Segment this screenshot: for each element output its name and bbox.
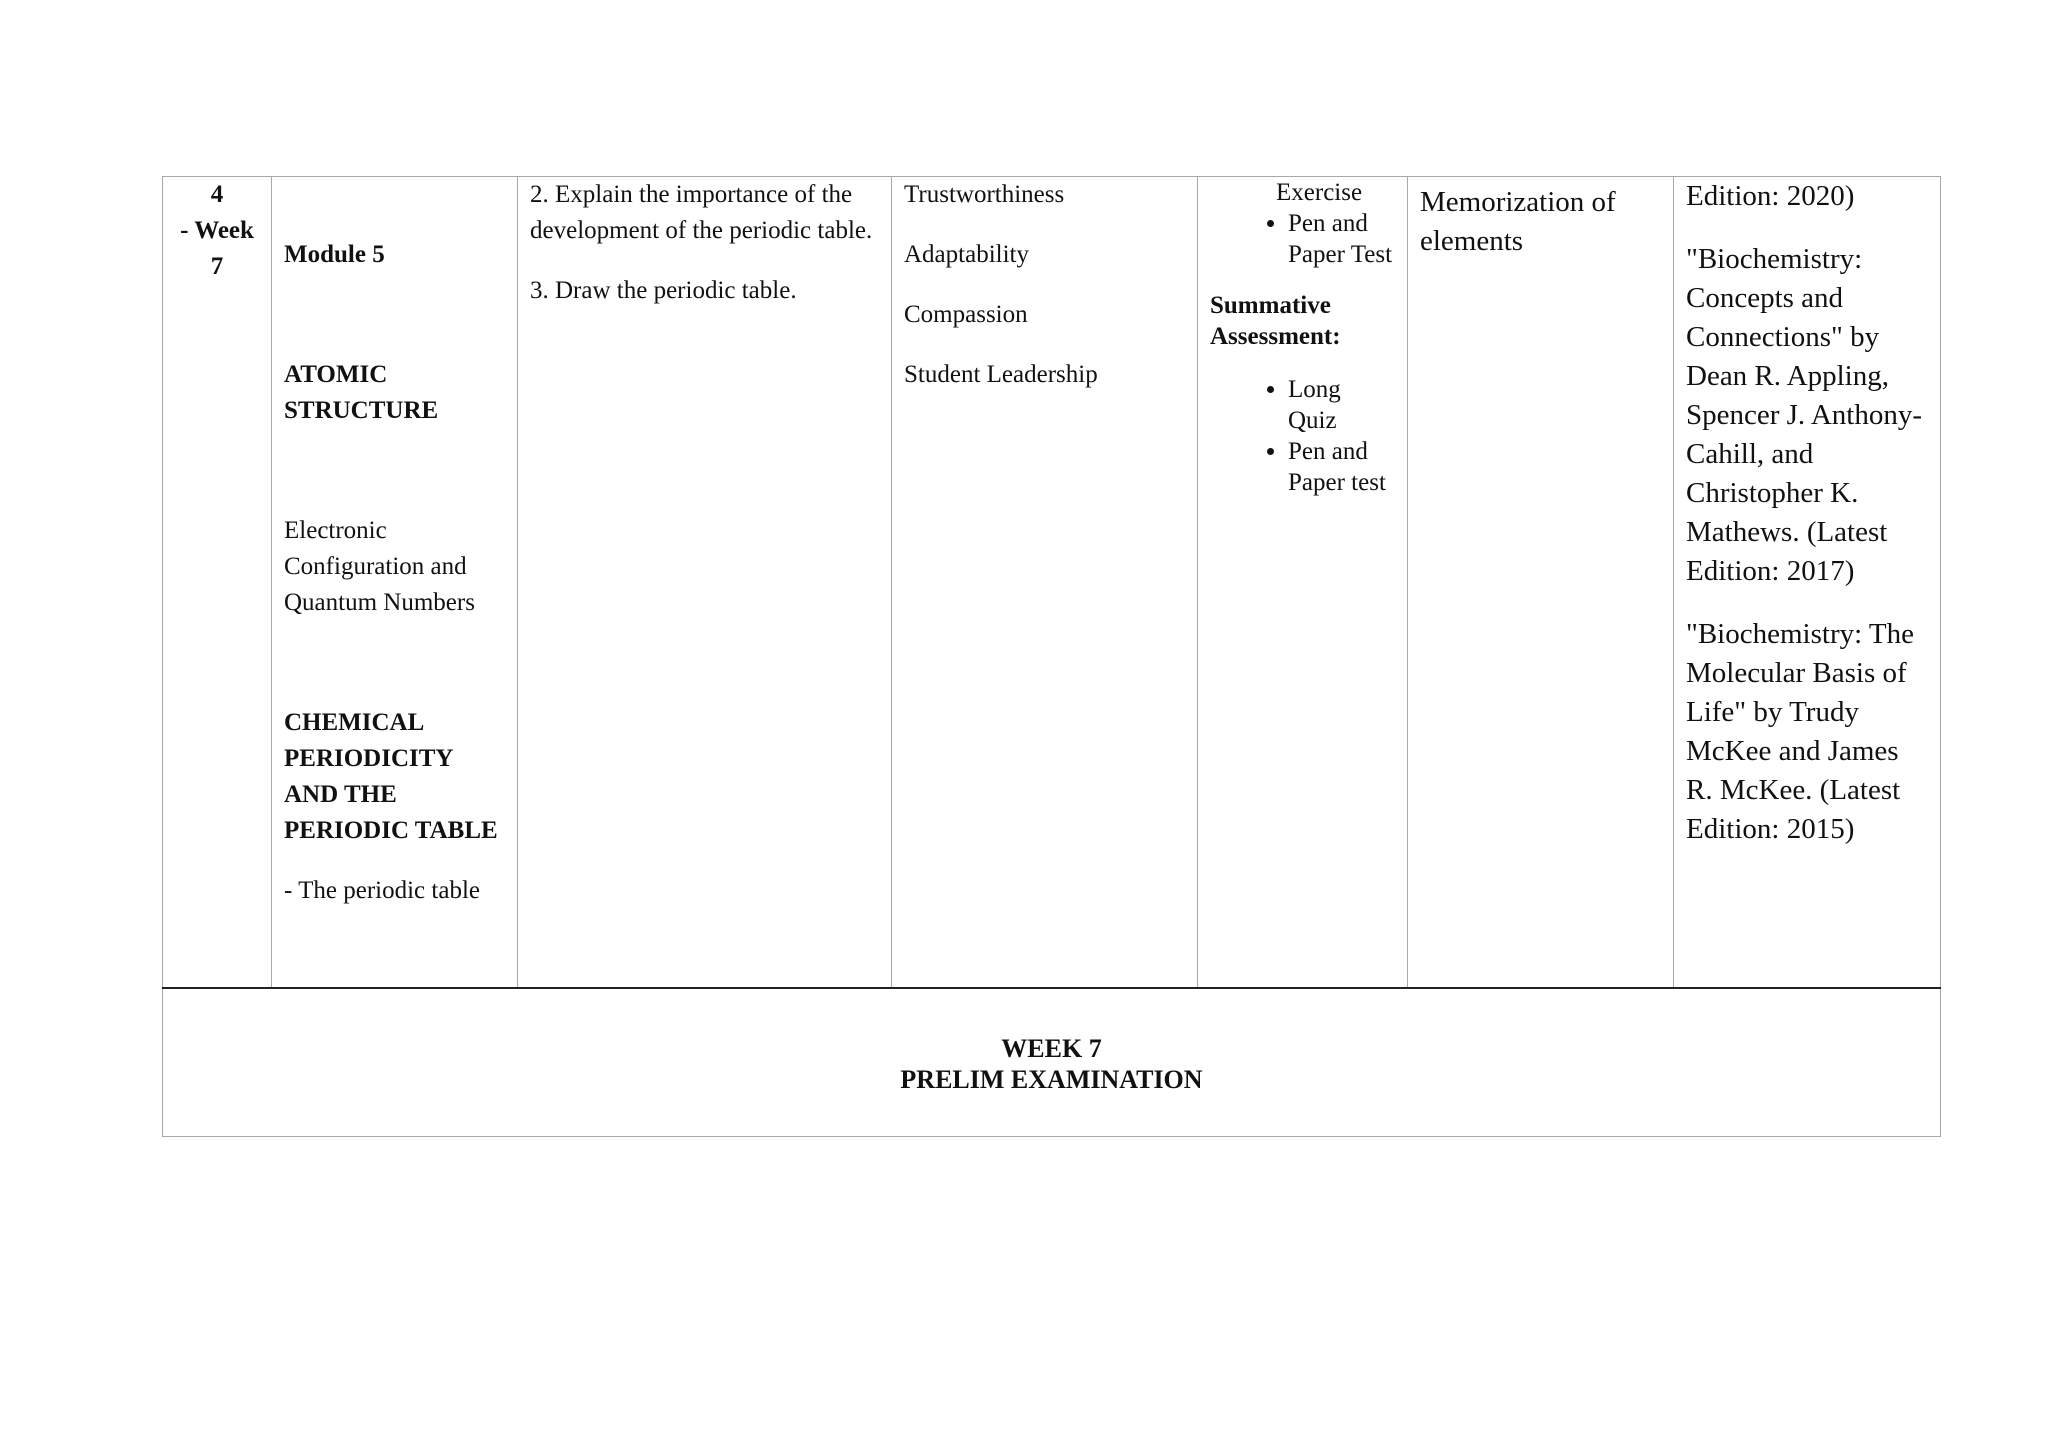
summative-item-long-quiz: • Long Quiz — [1288, 374, 1395, 436]
activity-memorization: Memorization of elements — [1420, 186, 1616, 257]
outcomes-cell — [518, 177, 892, 988]
value-item-student-leadership: Student Leadership — [904, 361, 1098, 388]
reference-biochemistry-concepts: "Biochemistry: Concepts and Connections" by Dean R. Appling, Spencer J. Anthony-Cahill, and Christopher K. Mathews. (Latest Edition: 2017) — [1686, 243, 1922, 587]
values-cell — [892, 177, 1198, 988]
topics-cell — [272, 177, 518, 988]
reference-continued: Edition: 2020) — [1686, 180, 1855, 212]
exam-cell — [163, 988, 1941, 1137]
summative-assessment-label: Summative Assessment: — [1210, 292, 1341, 350]
outcome-item-2: 2. Explain the importance of the development of the periodic table. — [530, 181, 873, 244]
week-line-3: 7 — [210, 253, 224, 280]
table-row-prelim-exam — [163, 988, 1941, 1137]
references-cell — [1674, 177, 1941, 988]
week-cell — [163, 177, 272, 988]
topic-heading-chemical-periodicity: CHEMICAL PERIODICITY AND THE PERIODIC TABLE — [284, 709, 498, 844]
summative-list — [1210, 374, 1395, 498]
week-line-1: 4 — [210, 181, 224, 208]
topic-heading-atomic-structure: ATOMIC STRUCTURE — [284, 361, 439, 424]
exam-week-label: WEEK 7 — [1001, 1033, 1102, 1063]
activities-cell — [1408, 177, 1674, 988]
assessment-continued-text: Exercise — [1276, 179, 1363, 206]
module-label: Module 5 — [284, 241, 385, 268]
formative-item-pen-paper-test: • Pen and Paper Test — [1288, 208, 1395, 270]
table-row-week-4-7 — [163, 177, 1941, 988]
formative-list — [1210, 208, 1395, 270]
exam-title: PRELIM EXAMINATION — [900, 1064, 1203, 1094]
syllabus-table — [162, 176, 1941, 1137]
subtopic-periodic-table: - The periodic table — [284, 877, 480, 904]
week-line-2: - Week — [180, 217, 254, 244]
value-item-adaptability: Adaptability — [904, 241, 1029, 268]
assessment-cell — [1198, 177, 1408, 988]
summative-item-pen-paper-test: • Pen and Paper test — [1288, 436, 1395, 498]
subtopic-electronic-configuration: Electronic Configuration and Quantum Numbers — [284, 517, 475, 616]
value-item-compassion: Compassion — [904, 301, 1028, 328]
value-item-trustworthiness: Trustworthiness — [904, 181, 1065, 208]
outcome-item-3: 3. Draw the periodic table. — [530, 277, 797, 304]
reference-biochemistry-molecular-basis: "Biochemistry: The Molecular Basis of Life" by Trudy McKee and James R. McKee. (Latest Edition: 2015) — [1686, 618, 1914, 845]
